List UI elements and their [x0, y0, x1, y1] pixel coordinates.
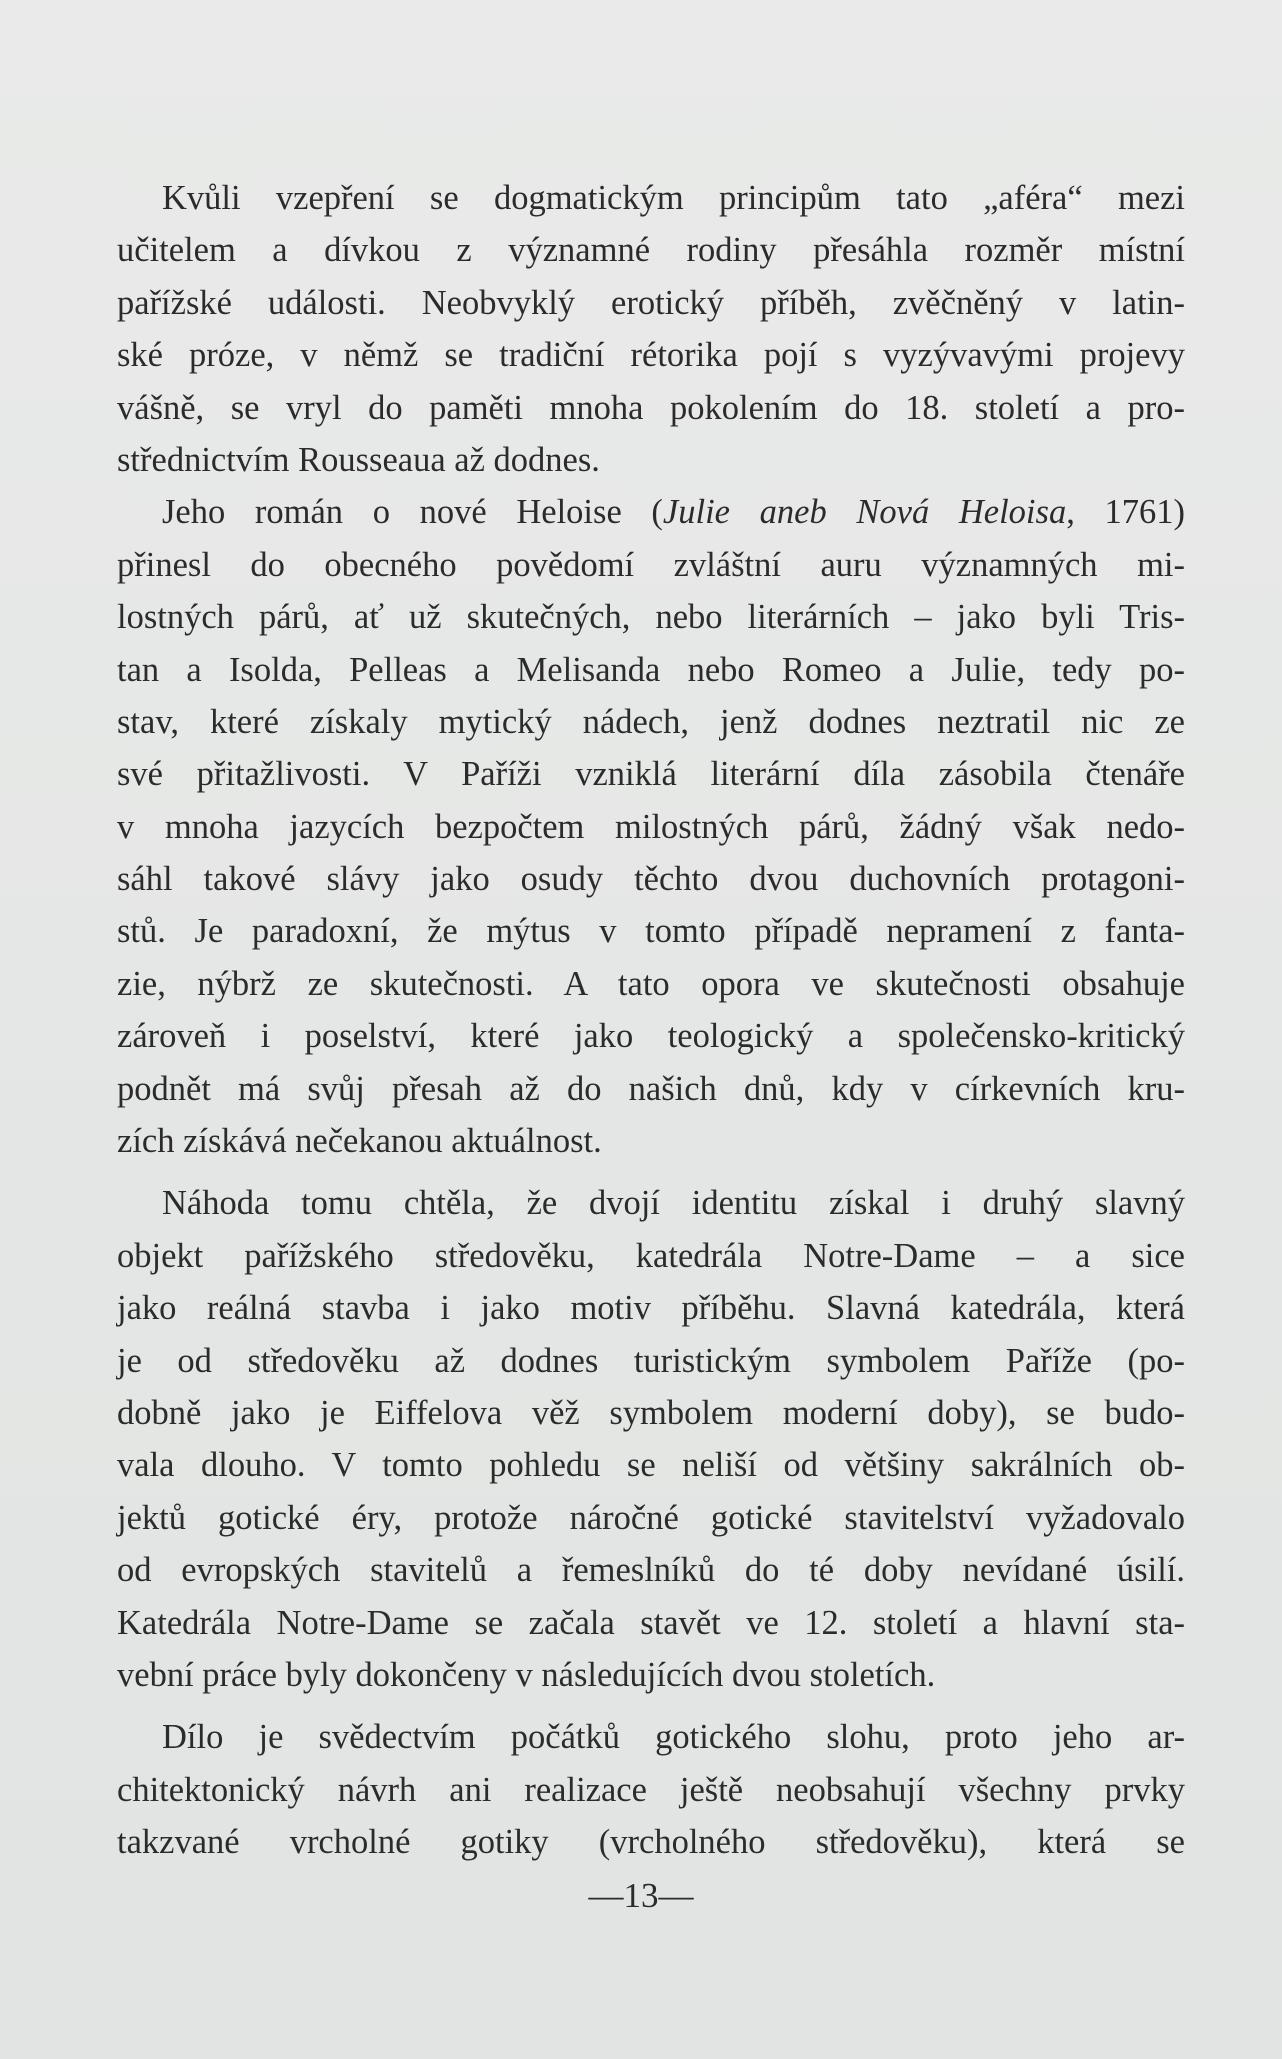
text-line: zároveň i poselství, které jako teologický a společensko-kritický — [117, 1017, 1185, 1056]
text-line: stav, které získaly mytický nádech, jenž dodnes neztratil nic ze — [117, 702, 1185, 741]
paragraph-spacing — [117, 1167, 1185, 1177]
text-line: Katedrála Notre-Dame se začala stavět ve 12. století a hlavní sta- — [117, 1603, 1185, 1642]
paragraph-spacing — [117, 1701, 1185, 1711]
text-line: své přitažlivosti. V Paříži vzniklá literární díla zásobila čtenáře — [117, 755, 1185, 794]
body-text — [117, 172, 1185, 1869]
text-line: tan a Isolda, Pelleas a Melisanda nebo Romeo a Julie, tedy po- — [117, 650, 1185, 689]
text-run: Jeho román o nové Heloise ( — [162, 493, 663, 532]
text-line: jektů gotické éry, protože náročné gotické stavitelství vyžadovalo — [117, 1498, 1185, 1537]
text-line: ské próze, v němž se tradiční rétorika pojí s vyzývavými projevy — [117, 336, 1185, 375]
text-line: přinesl do obecného povědomí zvláštní auru významných mi- — [117, 545, 1185, 584]
text-line: dobně jako je Eiffelova věž symbolem moderní doby), se budo- — [117, 1393, 1185, 1432]
text-line: objekt pařížského středověku, katedrála Notre-Dame – a sice — [117, 1236, 1185, 1275]
text-line: Kvůli vzepření se dogmatickým principům tato „aféra“ mezi — [162, 179, 1185, 217]
text-line: vební práce byly dokončeny v následujících dvou stoletích. — [117, 1655, 936, 1694]
paragraph — [117, 1711, 1185, 1868]
text-line: od evropských stavitelů a řemeslníků do té doby nevídané úsilí. — [117, 1551, 1185, 1590]
paragraph — [117, 1177, 1185, 1701]
text-line: Náhoda tomu chtěla, že dvojí identitu získal i druhý slavný — [162, 1184, 1185, 1223]
text-line: vala dlouho. V tomto pohledu se neliší od většiny sakrálních ob- — [117, 1446, 1185, 1485]
text-line: stů. Je paradoxní, že mýtus v tomto případě nepramení z fanta- — [117, 912, 1185, 951]
page-number: —13— — [588, 1876, 694, 1915]
text-line: lostných párů, ať už skutečných, nebo literárních – jako byli Tris- — [117, 598, 1185, 637]
paragraph — [117, 486, 1185, 1167]
text-line: takzvané vrcholné gotiky (vrcholného středověku), která se — [117, 1823, 1185, 1862]
text-line: je od středověku až dodnes turistickým symbolem Paříže (po- — [117, 1341, 1185, 1380]
paragraph — [117, 172, 1185, 486]
text-line: jako reálná stavba i jako motiv příběhu. Slavná katedrála, která — [117, 1289, 1185, 1328]
text-line: v mnoha jazycích bezpočtem milostných párů, žádný však nedo- — [117, 807, 1185, 846]
text-line — [117, 486, 1185, 538]
text-line: zie, nýbrž ze skutečnosti. A tato opora ve skutečnosti obsahuje — [117, 964, 1185, 1003]
text-run: , 1761) — [1066, 493, 1185, 532]
text-line: střednictvím Rousseaua až dodnes. — [117, 440, 600, 479]
book-title: Julie aneb Nová Heloisa — [662, 493, 1067, 532]
text-line: zích získává nečekanou aktuálnost. — [117, 1122, 602, 1161]
text-line: chitektonický návrh ani realizace ještě neobsahují všechny prvky — [117, 1770, 1185, 1809]
text-line: učitelem a dívkou z významné rodiny přesáhla rozměr místní — [117, 231, 1185, 270]
text-line: podnět má svůj přesah až do našich dnů, kdy v církevních kru- — [117, 1069, 1185, 1108]
text-line: vášně, se vryl do paměti mnoha pokolením do 18. století a pro- — [117, 388, 1185, 427]
text-line: pařížské události. Neobvyklý erotický příběh, zvěčněný v latin- — [117, 283, 1185, 322]
text-line: Dílo je svědectvím počátků gotického slohu, proto jeho ar- — [162, 1718, 1185, 1757]
text-line: sáhl takové slávy jako osudy těchto dvou duchovních protagoni- — [117, 860, 1185, 899]
